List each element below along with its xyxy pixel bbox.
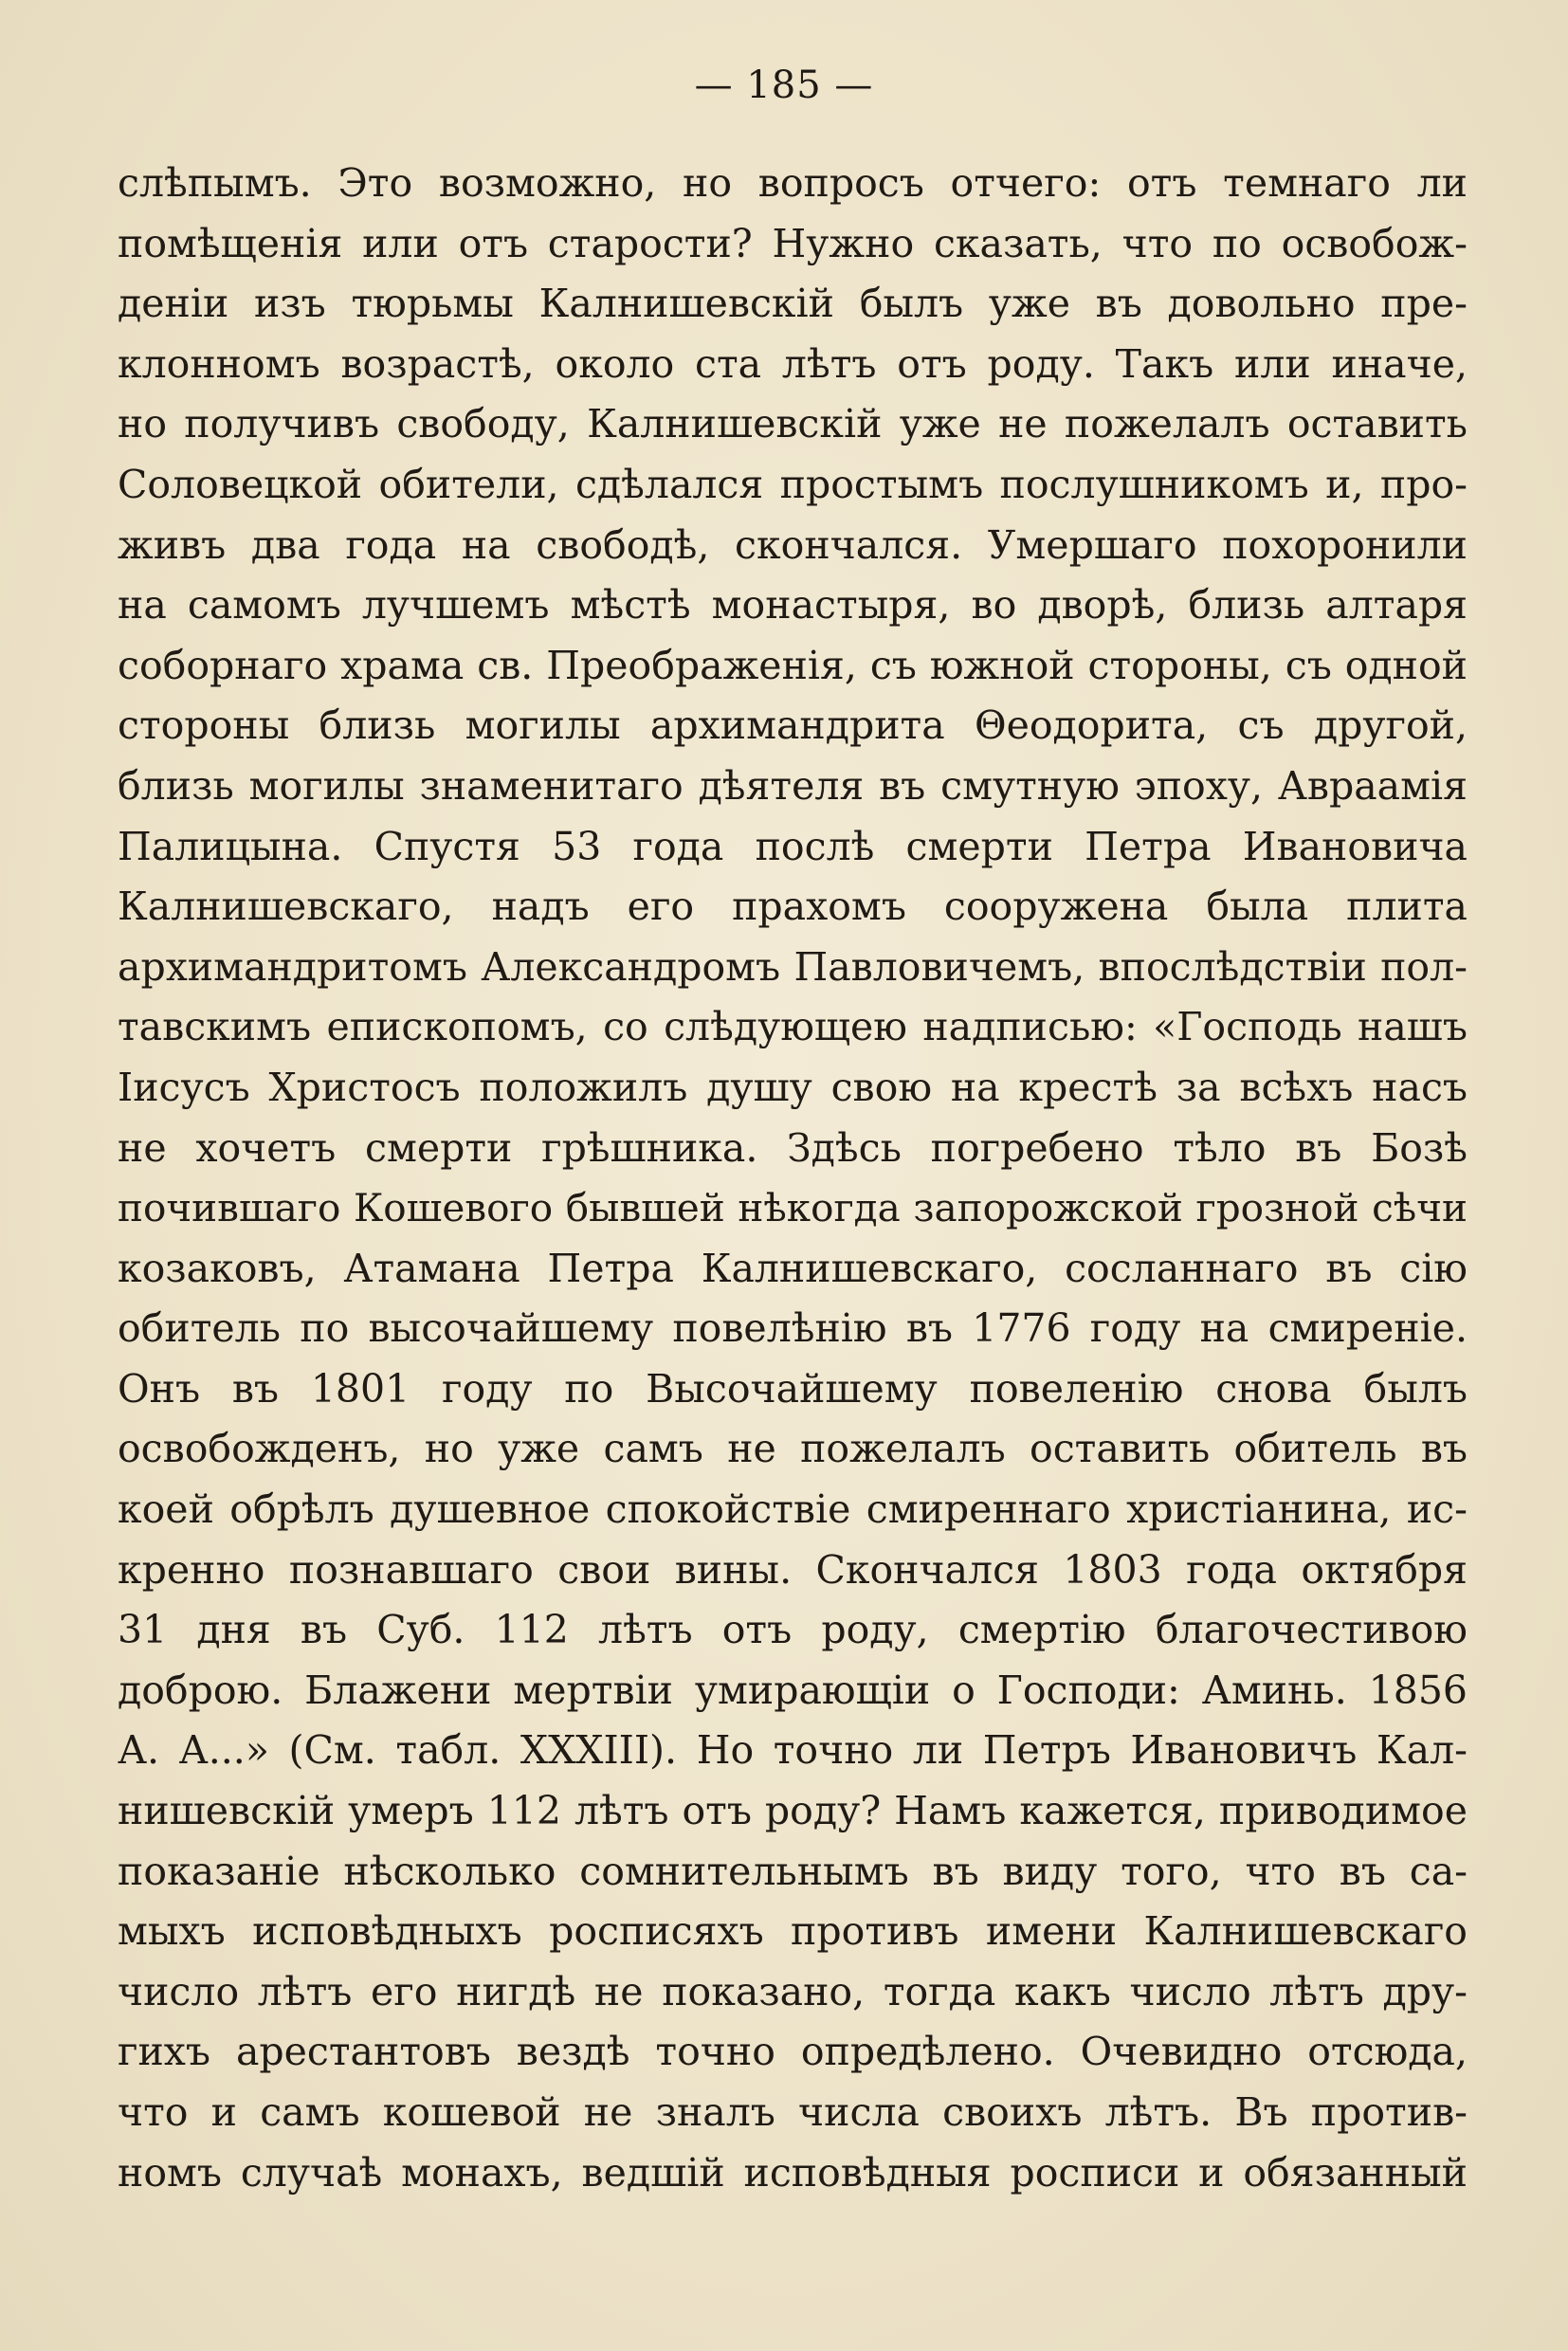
text-line: Онъ въ 1801 году по Высочайшему повеленію снова былъ (118, 1365, 1468, 1412)
text-line: нишевскій умеръ 112 лѣтъ отъ роду? Намъ кажется, приводимое (118, 1788, 1468, 1834)
text-line: Палицына. Спустя 53 года послѣ смерти Петра Ивановича (118, 823, 1468, 869)
text-line: Соловецкой обители, сдѣлался простымъ послушникомъ и, про- (118, 461, 1468, 507)
text-line: Калнишевскаго, надъ его прахомъ сооружена была плита (118, 884, 1468, 930)
text-line: тавскимъ епископомъ, со слѣдующею надписью: «Господь нашъ (118, 1004, 1468, 1050)
text-line: близь могилы знаменитаго дѣятеля въ смутную эпоху, Авраамія (118, 762, 1468, 809)
text-line: номъ случаѣ монахъ, ведшій исповѣдныя росписи и обязанный (118, 2149, 1468, 2196)
text-line: почившаго Кошевого бывшей нѣкогда запорожской грозной сѣчи (118, 1185, 1468, 1231)
text-line: мыхъ исповѣдныхъ росписяхъ противъ имени Калнишевскаго (118, 1908, 1468, 1955)
text-line: что и самъ кошевой не зналъ числа своихъ лѣтъ. Въ против- (118, 2089, 1468, 2135)
text-line: кренно познавшаго свои вины. Скончался 1803 года октября (118, 1546, 1468, 1593)
text-line: коей обрѣлъ душевное спокойствіе смиреннаго христіанина, ис- (118, 1486, 1468, 1533)
text-line: не хочетъ смерти грѣшника. Здѣсь погребено тѣло въ Бозѣ (118, 1124, 1468, 1171)
text-line: слѣпымъ. Это возможно, но вопросъ отчего: отъ темнаго ли (118, 160, 1468, 206)
text-line: помѣщенія или отъ старости? Нужно сказать, что по освобож- (118, 220, 1468, 266)
text-line: доброю. Блажени мертвіи умирающіи о Господи: Аминь. 1856 (118, 1667, 1468, 1713)
text-line: освобожденъ, но уже самъ не пожелалъ оставить обитель въ (118, 1426, 1468, 1472)
text-line: стороны близь могилы архимандрита Θеодорита, съ другой, (118, 702, 1468, 749)
text-line: Іисусъ Христосъ положилъ душу свою на крестѣ за всѣхъ насъ (118, 1064, 1468, 1110)
text-line: гихъ арестантовъ вездѣ точно опредѣлено. Очевидно отсюда, (118, 2029, 1468, 2075)
text-line: на самомъ лучшемъ мѣстѣ монастыря, во дворѣ, близь алтаря (118, 582, 1468, 629)
text-line: деніи изъ тюрьмы Калнишевскій былъ уже въ довольно пре- (118, 281, 1468, 327)
body-text (118, 154, 1468, 2203)
text-line: архимандритомъ Александромъ Павловичемъ, впослѣдствіи пол- (118, 943, 1468, 990)
page-number: — 185 — (694, 64, 874, 107)
text-line: 31 дня въ Суб. 112 лѣтъ отъ роду, смертію благочестивою (118, 1607, 1468, 1653)
text-line: козаковъ, Атамана Петра Калнишевскаго, сосланнаго въ сію (118, 1245, 1468, 1291)
text-line: клонномъ возрастѣ, около ста лѣтъ отъ роду. Такъ или иначе, (118, 340, 1468, 387)
text-line: живъ два года на свободѣ, скончался. Умершаго похоронили (118, 521, 1468, 568)
text-line: соборнаго храма св. Преображенія, съ южной стороны, съ одной (118, 642, 1468, 688)
text-line: число лѣтъ его нигдѣ не показано, тогда какъ число лѣтъ дру- (118, 1968, 1468, 2014)
text-line: показаніе нѣсколько сомнительнымъ въ виду того, что въ са- (118, 1848, 1468, 1894)
text-line: А. А...» (См. табл. XXXIII). Но точно ли Петръ Ивановичъ Кал- (118, 1727, 1468, 1774)
text-line: обитель по высочайшему повелѣнію въ 1776 году на смиреніе. (118, 1305, 1468, 1352)
text-line: но получивъ свободу, Калнишевскій уже не пожелалъ оставить (118, 401, 1468, 447)
